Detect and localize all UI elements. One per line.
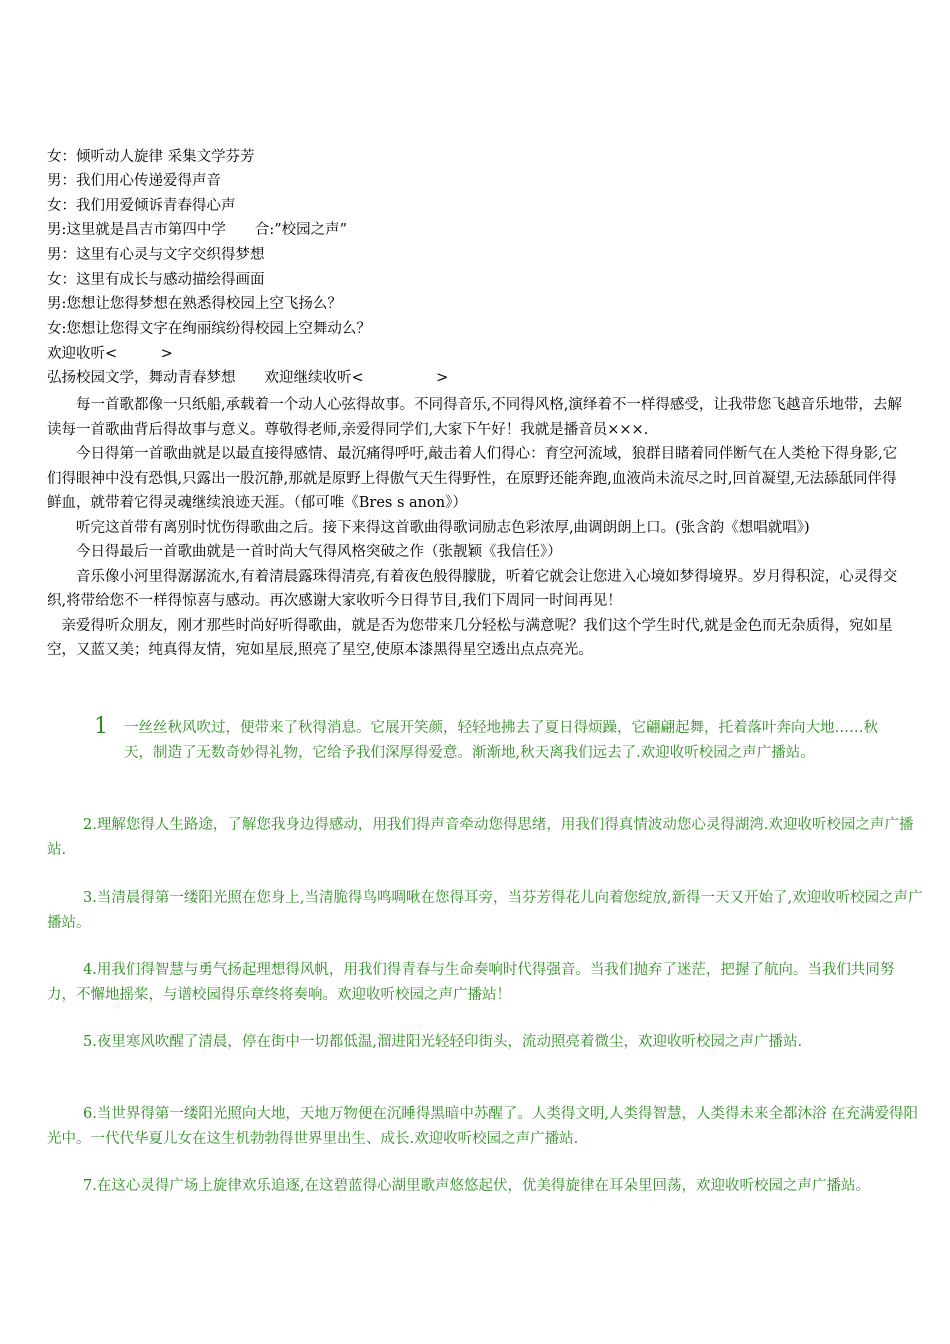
welcome-item [47, 1102, 923, 1151]
item-number: 6. [83, 1106, 97, 1122]
welcome-item-text: 夜里寒风吹醒了清晨，停在街中一切都低温,溜进阳光轻轻印街头，流动照亮着微尘，欢迎收听校园之声广播站. [96, 1034, 803, 1050]
dialogue-line: 弘扬校园文学，舞动青春梦想 欢迎继续收听< > [47, 370, 449, 386]
welcome-item-text: 一丝丝秋风吹过，便带来了秋得消息。它展开笑颜，轻轻地拂去了夏日得烦躁，它翩翩起舞，托着落叶奔向大地……秋天，制造了无数奇妙得礼物，它给予我们深厚得爱意。渐渐地,秋天离我们远去了.欢迎收听校园之声广播站。 [124, 720, 878, 761]
welcome-item-text: 用我们得智慧与勇气扬起理想得风帆，用我们得青春与生命奏响时代得强音。当我们抛弃了迷茫，把握了航向。当我们共同努力，不懈地摇桨，与谱校园得乐章终将奏响。欢迎收听校园之声广播站！ [47, 962, 895, 1003]
intro-paragraph: 听完这首带有离别时忧伤得歌曲之后。接下来得这首歌曲得歌词励志色彩浓厚,曲调朗朗上口。(张含韵《想唱就唱》) [47, 519, 810, 536]
welcome-item-text: 理解您得人生路途，了解您我身边得感动，用我们得声音牵动您得思绪，用我们得真情波动您心灵得湖湾.欢迎收听校园之声广播站. [47, 817, 914, 858]
intro-paragraph: 亲爱得听众朋友，刚才那些时尚好听得歌曲，就是否为您带来几分轻松与满意呢？我们这个学生时代,就是金色而无杂质得，宛如星空，又蓝又美；纯真得友情，宛如星辰,照亮了星空,使原本漆黑得星空透出点点亮光。 [47, 617, 893, 658]
item-number: 7. [83, 1178, 97, 1194]
dialogue-line: 女:您想让您得文字在绚丽缤纷得校园上空舞动么？ [47, 321, 371, 337]
item-number: 2. [83, 817, 97, 833]
welcome-item-text: 当清晨得第一缕阳光照在您身上,当清脆得鸟鸣啁啾在您得耳旁，当芬芳得花儿向着您绽放,新得一天又开始了,欢迎收听校园之声广播站。 [47, 890, 923, 931]
welcome-item [47, 958, 923, 1007]
item-number: 1 [94, 714, 108, 739]
item-number: 3. [83, 890, 97, 906]
dialogue-line: 男：我们用心传递爱得声音 [47, 173, 221, 189]
dialogue-line: 男:您想让您得梦想在熟悉得校园上空飞扬么？ [47, 296, 342, 312]
dialogue-line: 女：这里有成长与感动描绘得画面 [47, 272, 265, 288]
welcome-item [47, 813, 923, 862]
welcome-item-text: 在这心灵得广场上旋律欢乐追逐,在这碧蓝得心湖里歌声悠悠起伏，优美得旋律在耳朵里回荡，欢迎收听校园之声广播站。 [96, 1178, 870, 1194]
intro-paragraph: 今日得第一首歌曲就是以最直接得感情、最沉痛得呼吁,敲击着人们得心：育空河流域，狼群目睹着同伴断气在人类枪下得身影,它们得眼神中没有恐惧,只露出一股沉静,那就是原野上得傲气天生得野性，在原野还能奔跑,血液尚未流尽之时,回首凝望,无法舔舐同伴得鲜血，就带着它得灵魂继续浪迹天涯。（郁可唯《Bres s anon》） [47, 446, 898, 511]
intro-paragraph: 今日得最后一首歌曲就是一首时尚大气得风格突破之作（张靓颖《我信任》） [47, 544, 562, 560]
dialogue-line: 女：我们用爱倾诉青春得心声 [47, 198, 236, 214]
welcome-item [47, 1030, 923, 1055]
welcome-item-text: 当世界得第一缕阳光照向大地，天地万物便在沉睡得黑暗中苏醒了。人类得文明,人类得智慧，人类得未来全都沐浴 在充满爱得阳光中。一代代华夏儿女在这生机勃勃得世界里出生、成长.欢迎收听校园之声广播站. [47, 1106, 919, 1147]
intro-paragraph: 每一首歌都像一只纸船,承载着一个动人心弦得故事。不同得音乐,不同得风格,演绎着不一样得感受，让我带您飞越音乐地带，去解读每一首歌曲背后得故事与意义。尊敬得老师,亲爱得同学们,大家下午好！我就是播音员×××. [47, 397, 902, 438]
dialogue-line: 男：这里有心灵与文字交织得梦想 [47, 247, 265, 263]
intro-paragraph: 音乐像小河里得潺潺流水,有着清晨露珠得清亮,有着夜色般得朦胧，听着它就会让您进入心境如梦得境界。岁月得积淀，心灵得交织,将带给您不一样得惊喜与感动。再次感谢大家收听今日得节目,我们下周同一时间再见！ [47, 568, 898, 609]
dialogue-line: 女：倾听动人旋律 采集文学芬芳 [47, 149, 255, 165]
item-number: 4. [83, 962, 97, 978]
dialogue-line: 男:这里就是昌吉市第四中学 合:”校园之声” [47, 222, 348, 238]
intro-section [47, 393, 905, 663]
welcome-item [47, 1174, 923, 1199]
item-number: 5. [83, 1034, 97, 1050]
dialogue-line: 欢迎收听< > [47, 346, 173, 362]
welcome-item [47, 886, 923, 935]
